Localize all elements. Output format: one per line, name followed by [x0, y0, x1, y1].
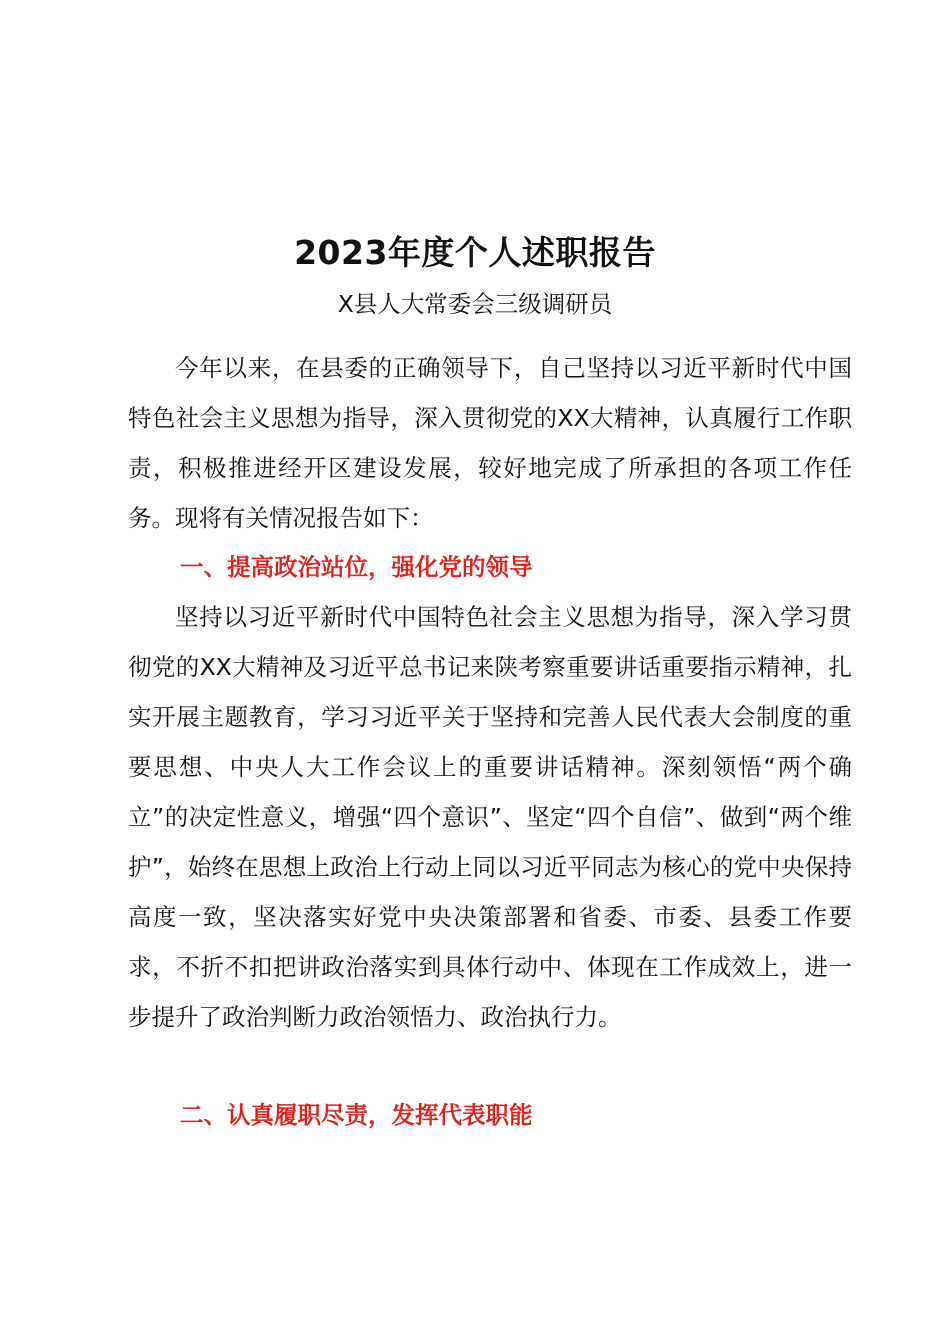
document-title: 2023年度个人述职报告	[294, 233, 656, 273]
section-paragraph-1: 坚持以习近平新时代中国特色社会主义思想为指导，深入学习贯彻党的XX大精神及习近平总书记来陕考察重要讲话重要指示精神，扎实开展主题教育，学习习近平关于坚持和完善人民代表大会制度的重要思想、中央人大工作会议上的重要讲话精神。深刻领悟“两个确立”的决定性意义，增强“四个意识”、坚定“四个自信”、做到“两个维护”，始终在思想上政治上行动上同以习近平同志为核心的党中央保持高度一致，坚决落实好党中央决策部署和省委、市委、县委工作要求，不折不扣把讲政治落实到具体行动中、体现在工作成效上，进一步提升了政治判断力政治领悟力、政治执行力。	[128, 603, 852, 1031]
section-heading-2: 二、认真履职尽责，发挥代表职能	[180, 1101, 533, 1129]
author-line: X县人大常委会三级调研员	[337, 290, 613, 318]
intro-paragraph: 今年以来，在县委的正确领导下，自己坚持以习近平新时代中国特色社会主义思想为指导，深入贯彻党的XX大精神，认真履行工作职责，积极推进经开区建设发展，较好地完成了所承担的各项工作任务。现将有关情况报告如下：	[128, 354, 852, 532]
section-heading-1: 一、提高政治站位，强化党的领导	[180, 553, 533, 581]
